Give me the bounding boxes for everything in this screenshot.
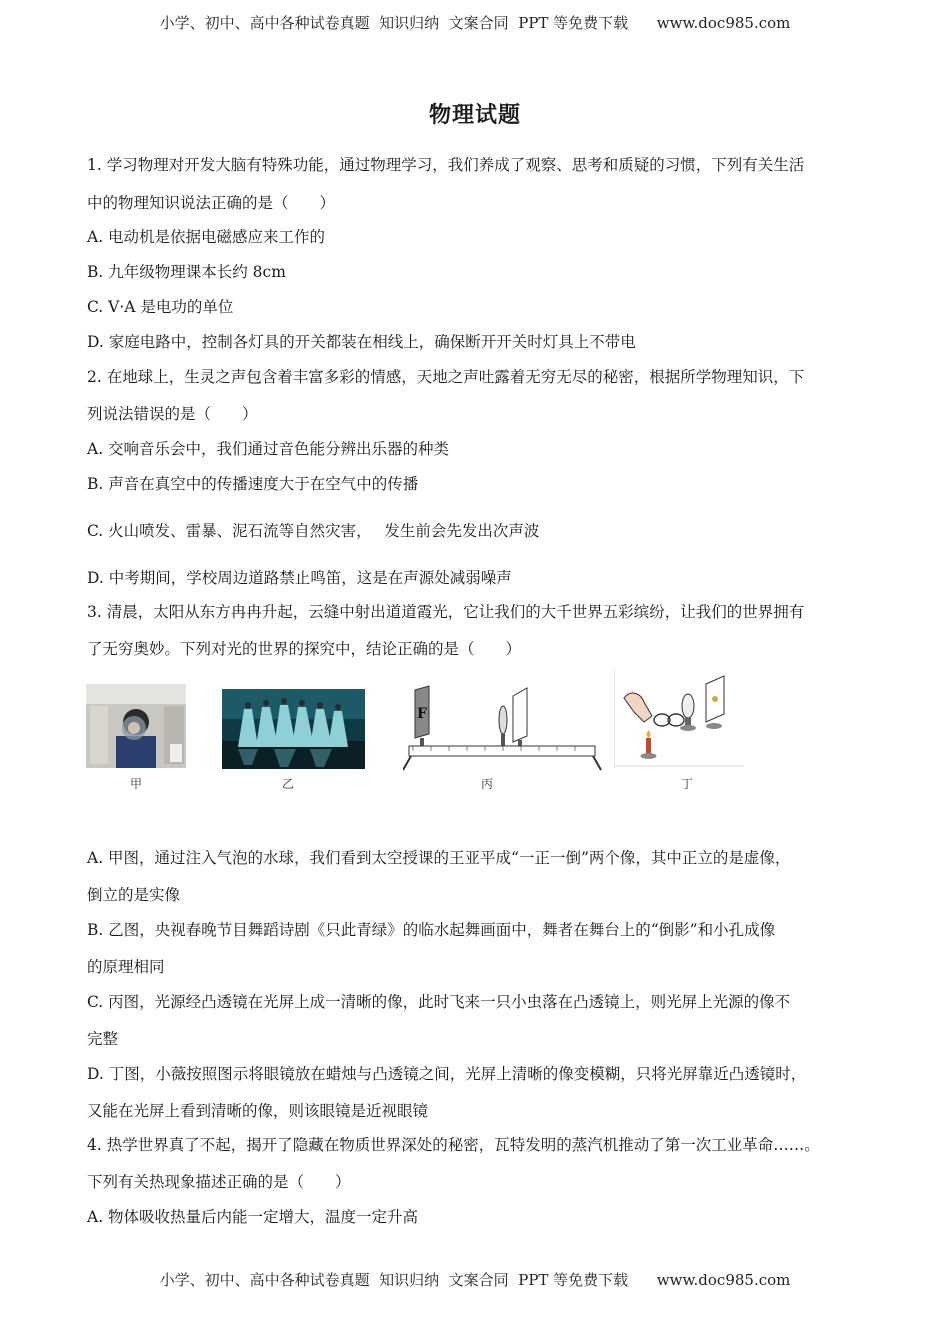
q3-stem-line-2: 了无穷奥妙。下列对光的世界的探究中，结论正确的是（ ） (87, 640, 522, 658)
figure-jia-photo (86, 684, 186, 768)
q3-option-c-line-2: 完整 (87, 1030, 119, 1048)
q2-option-c: C. 火山喷发、雷暴、泥石流等自然灾害， 发生前会先发出次声波 (87, 522, 540, 540)
page-header: 小学、初中、高中各种试卷真题 知识归纳 文案合同 PPT 等免费下载 www.doc985.com (159, 14, 791, 32)
q3-option-d-line-2: 又能在光屏上看到清晰的像，则该眼镜是近视眼镜 (87, 1102, 429, 1120)
q1-option-c: C. V·A 是电功的单位 (87, 298, 234, 316)
q1-option-d: D. 家庭电路中，控制各灯具的开关都装在相线上，确保断开开关时灯具上不带电 (87, 333, 636, 351)
figure-bing-optical-bench (403, 684, 603, 774)
figure-yi-caption: 乙 (281, 777, 294, 791)
q3-stem-line-1: 3. 清晨，太阳从东方冉冉升起，云缝中射出道道霞光，它让我们的大千世界五彩缤纷，让我们的世界拥有 (87, 603, 805, 621)
q4-stem-line-1: 4. 热学世界真了不起，揭开了隐藏在物质世界深处的秘密，瓦特发明的蒸汽机推动了第一次工业革命……。 (87, 1136, 820, 1154)
q3-option-b-line-1: B. 乙图，央视春晚节目舞蹈诗剧《只此青绿》的临水起舞画面中，舞者在舞台上的“倒影”和小孔成像 (87, 921, 776, 939)
q3-option-b-line-2: 的原理相同 (87, 958, 165, 976)
q2-option-b: B. 声音在真空中的传播速度大于在空气中的传播 (87, 475, 419, 493)
q3-option-a-line-2: 倒立的是实像 (87, 886, 181, 904)
q1-option-a: A. 电动机是依据电磁感应来工作的 (87, 228, 326, 246)
q3-option-a-line-1: A. 甲图，通过注入气泡的水球，我们看到太空授课的王亚平成“一正一倒”两个像，其中正立的是虚像， (87, 849, 791, 867)
q2-option-d: D. 中考期间，学校周边道路禁止鸣笛，这是在声源处减弱噪声 (87, 569, 512, 587)
q4-stem-line-2: 下列有关热现象描述正确的是（ ） (87, 1173, 351, 1191)
q2-stem-line-1: 2. 在地球上，生灵之声包含着丰富多彩的情感，天地之声吐露着无穷无尽的秘密，根据所学物理知识，下 (87, 368, 805, 386)
figure-ding-caption: 丁 (680, 777, 693, 791)
figure-ding-experiment (614, 668, 744, 768)
q1-stem-line-2: 中的物理知识说法正确的是（ ） (87, 194, 336, 212)
q1-option-b: B. 九年级物理课本长约 8cm (87, 263, 286, 281)
q2-option-a: A. 交响音乐会中，我们通过音色能分辨出乐器的种类 (87, 440, 450, 458)
q4-option-a: A. 物体吸收热量后内能一定增大，温度一定升高 (87, 1208, 419, 1226)
figure-bing-letter-f: F (417, 706, 427, 722)
figure-bing-caption: 丙 (480, 777, 493, 791)
page-footer: 小学、初中、高中各种试卷真题 知识归纳 文案合同 PPT 等免费下载 www.doc985.com (159, 1271, 791, 1289)
q3-option-d-line-1: D. 丁图，小薇按照图示将眼镜放在蜡烛与凸透镜之间，光屏上清晰的像变模糊，只将光屏靠近凸透镜时， (87, 1065, 807, 1083)
figure-yi-photo (222, 689, 365, 769)
q2-stem-line-2: 列说法错误的是（ ） (87, 405, 258, 423)
q1-stem-line-1: 1. 学习物理对开发大脑有特殊功能，通过物理学习，我们养成了观察、思考和质疑的习惯，下列有关生活 (87, 156, 805, 174)
page-title: 物理试题 (428, 102, 521, 128)
q3-option-c-line-1: C. 丙图，光源经凸透镜在光屏上成一清晰的像，此时飞来一只小虫落在凸透镜上，则光屏上光源的像不 (87, 993, 791, 1011)
figure-jia-caption: 甲 (129, 777, 142, 791)
